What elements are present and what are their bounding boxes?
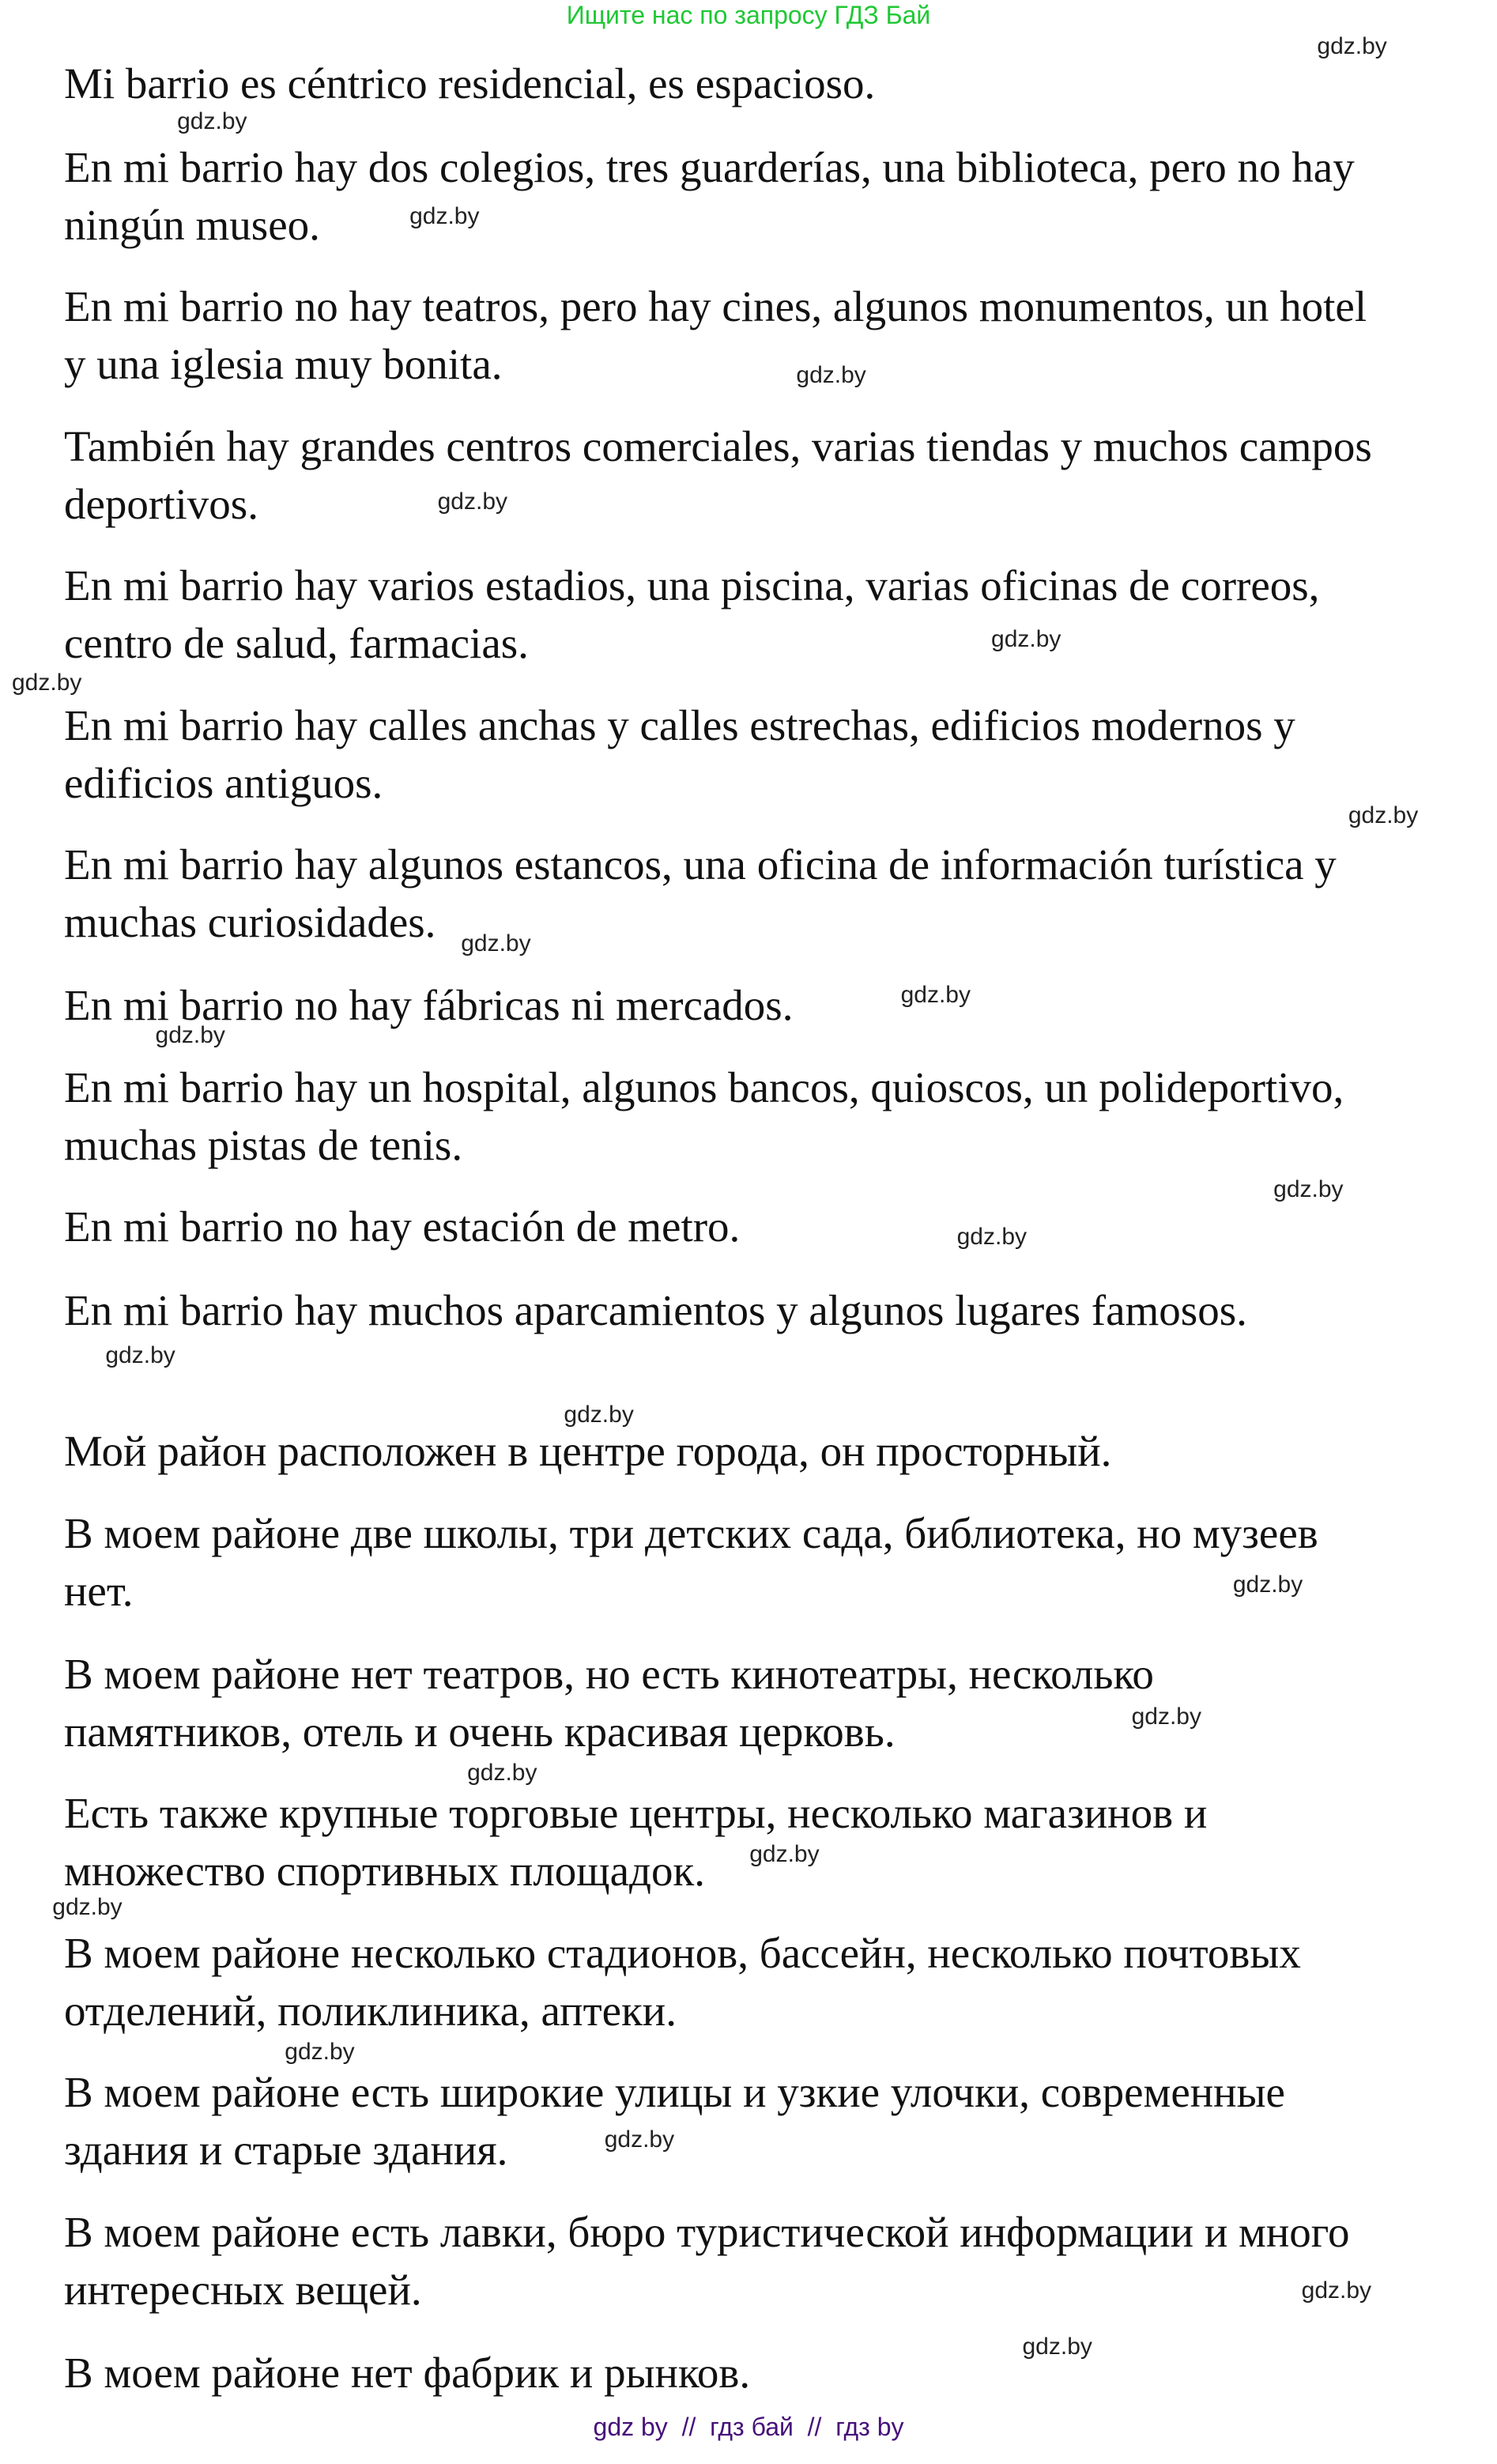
- watermark-text: gdz.by: [285, 2039, 355, 2066]
- paragraph-line: En mi barrio hay un hospital, algunos bancos, quioscos, un polideportivo,: [64, 1063, 1344, 1111]
- paragraph: [64, 2203, 1349, 2319]
- watermark-text: gdz.by: [467, 1760, 537, 1787]
- watermark-text: gdz.by: [991, 625, 1061, 652]
- paragraph-line: множество спортивных площадок.: [64, 1847, 706, 1895]
- paragraph-line: edificios antiguos.: [64, 759, 383, 807]
- paragraph-line: В моем районе нет театров, но есть кинотеатры, несколько: [64, 1650, 1154, 1698]
- watermark-text: gdz.by: [1348, 802, 1419, 828]
- watermark-text: gdz.by: [1022, 2334, 1092, 2360]
- paragraph-line: En mi barrio hay varios estadios, una piscina, varias oficinas de correos,: [64, 561, 1320, 609]
- paragraph: [64, 1924, 1301, 2039]
- paragraph-line: En mi barrio hay muchos aparcamientos y algunos lugares famosos.: [64, 1286, 1247, 1334]
- paragraph: [64, 277, 1367, 393]
- header-banner: Ищите нас по запросу ГДЗ Бай: [566, 1, 931, 29]
- watermark-text: gdz.by: [1273, 1176, 1344, 1203]
- watermark-text: gdz.by: [461, 930, 531, 957]
- paragraph: [64, 1784, 1207, 1900]
- paragraph: [64, 2063, 1285, 2179]
- watermark-text: gdz.by: [604, 2126, 675, 2153]
- paragraph-line: отделений, поликлиника, аптеки.: [64, 1987, 677, 2035]
- paragraph: [64, 1504, 1318, 1620]
- paragraph-line: Есть также крупные торговые центры, несколько магазинов и: [64, 1789, 1208, 1837]
- paragraph-line: В моем районе есть лавки, бюро туристической информации и много: [64, 2208, 1350, 2256]
- watermark-text: gdz.by: [1131, 1704, 1201, 1730]
- watermark-text: gdz.by: [796, 362, 866, 389]
- paragraph-line: En mi barrio hay algunos estancos, una oficina de información turística y: [64, 840, 1337, 889]
- watermark-text: gdz.by: [956, 1223, 1028, 1250]
- watermark-text: gdz.by: [105, 1341, 175, 1368]
- watermark-text: gdz.by: [52, 1893, 123, 1920]
- paragraph: [64, 1281, 1247, 1339]
- paragraph-line: En mi barrio hay dos colegios, tres guarderías, una biblioteca, pero no hay: [64, 143, 1355, 191]
- paragraph: [64, 2344, 750, 2402]
- paragraph-line: muchas curiosidades.: [64, 898, 436, 946]
- paragraph-line: En mi barrio no hay teatros, pero hay cines, algunos monumentos, un hotel: [64, 282, 1367, 330]
- paragraph: [64, 557, 1319, 672]
- watermark-text: gdz.by: [155, 1022, 225, 1049]
- paragraph: [64, 1198, 740, 1255]
- paragraph-line: y una iglesia muy bonita.: [64, 340, 503, 388]
- paragraph-line: En mi barrio no hay estación de metro.: [64, 1202, 741, 1251]
- paragraph-line: В моем районе несколько стадионов, бассейн, несколько почтовых: [64, 1929, 1301, 1977]
- watermark-text: gdz.by: [11, 670, 82, 696]
- watermark-text: gdz.by: [437, 489, 508, 515]
- paragraph-line: Мой район расположен в центре города, он просторный.: [64, 1427, 1112, 1475]
- watermark-text: gdz.by: [900, 981, 971, 1008]
- paragraph-line: ningún museo.: [64, 201, 320, 249]
- paragraph: [64, 836, 1337, 951]
- watermark-text: gdz.by: [1301, 2277, 1372, 2304]
- paragraph-line: В моем районе две школы, три детских сада, библиотека, но музеев: [64, 1509, 1318, 1557]
- paragraph: [64, 1058, 1344, 1174]
- watermark-text: gdz.by: [749, 1840, 820, 1867]
- paragraph: [64, 696, 1295, 812]
- paragraph-line: En mi barrio no hay fábricas ni mercados.: [64, 981, 794, 1029]
- paragraph: [64, 138, 1355, 254]
- paragraph-line: muchas pistas de tenis.: [64, 1121, 463, 1169]
- paragraph: [64, 1645, 1154, 1760]
- paragraph-line: También hay grandes centros comerciales, varias tiendas y muchos campos: [64, 422, 1372, 470]
- paragraph: [64, 417, 1372, 533]
- paragraph-line: centro de salud, farmacias.: [64, 619, 529, 667]
- watermark-text: gdz.by: [564, 1401, 634, 1428]
- paragraph-line: В моем районе нет фабрик и рынков.: [64, 2349, 751, 2397]
- paragraph: [64, 55, 875, 112]
- paragraph-line: Mi barrio es céntrico residencial, es espacioso.: [64, 59, 876, 108]
- paragraph-line: здания и старые здания.: [64, 2126, 508, 2174]
- watermark-text: gdz.by: [1317, 33, 1387, 60]
- watermark-text: gdz.by: [1232, 1571, 1303, 1598]
- watermark-text: gdz.by: [177, 108, 247, 134]
- paragraph-line: deportivos.: [64, 480, 258, 528]
- paragraph-line: В моем районе есть широкие улицы и узкие улочки, современные: [64, 2068, 1285, 2116]
- paragraph-line: интересных вещей.: [64, 2266, 422, 2314]
- footer-banner: gdz by // гдз бай // гдз by: [593, 2413, 904, 2441]
- paragraph-line: памятников, отель и очень красивая церковь.: [64, 1707, 896, 1756]
- paragraph-line: нет.: [64, 1567, 134, 1615]
- paragraph-line: En mi barrio hay calles anchas y calles estrechas, edificios modernos y: [64, 701, 1295, 749]
- watermark-text: gdz.by: [409, 203, 480, 230]
- paragraph: [64, 1422, 1111, 1480]
